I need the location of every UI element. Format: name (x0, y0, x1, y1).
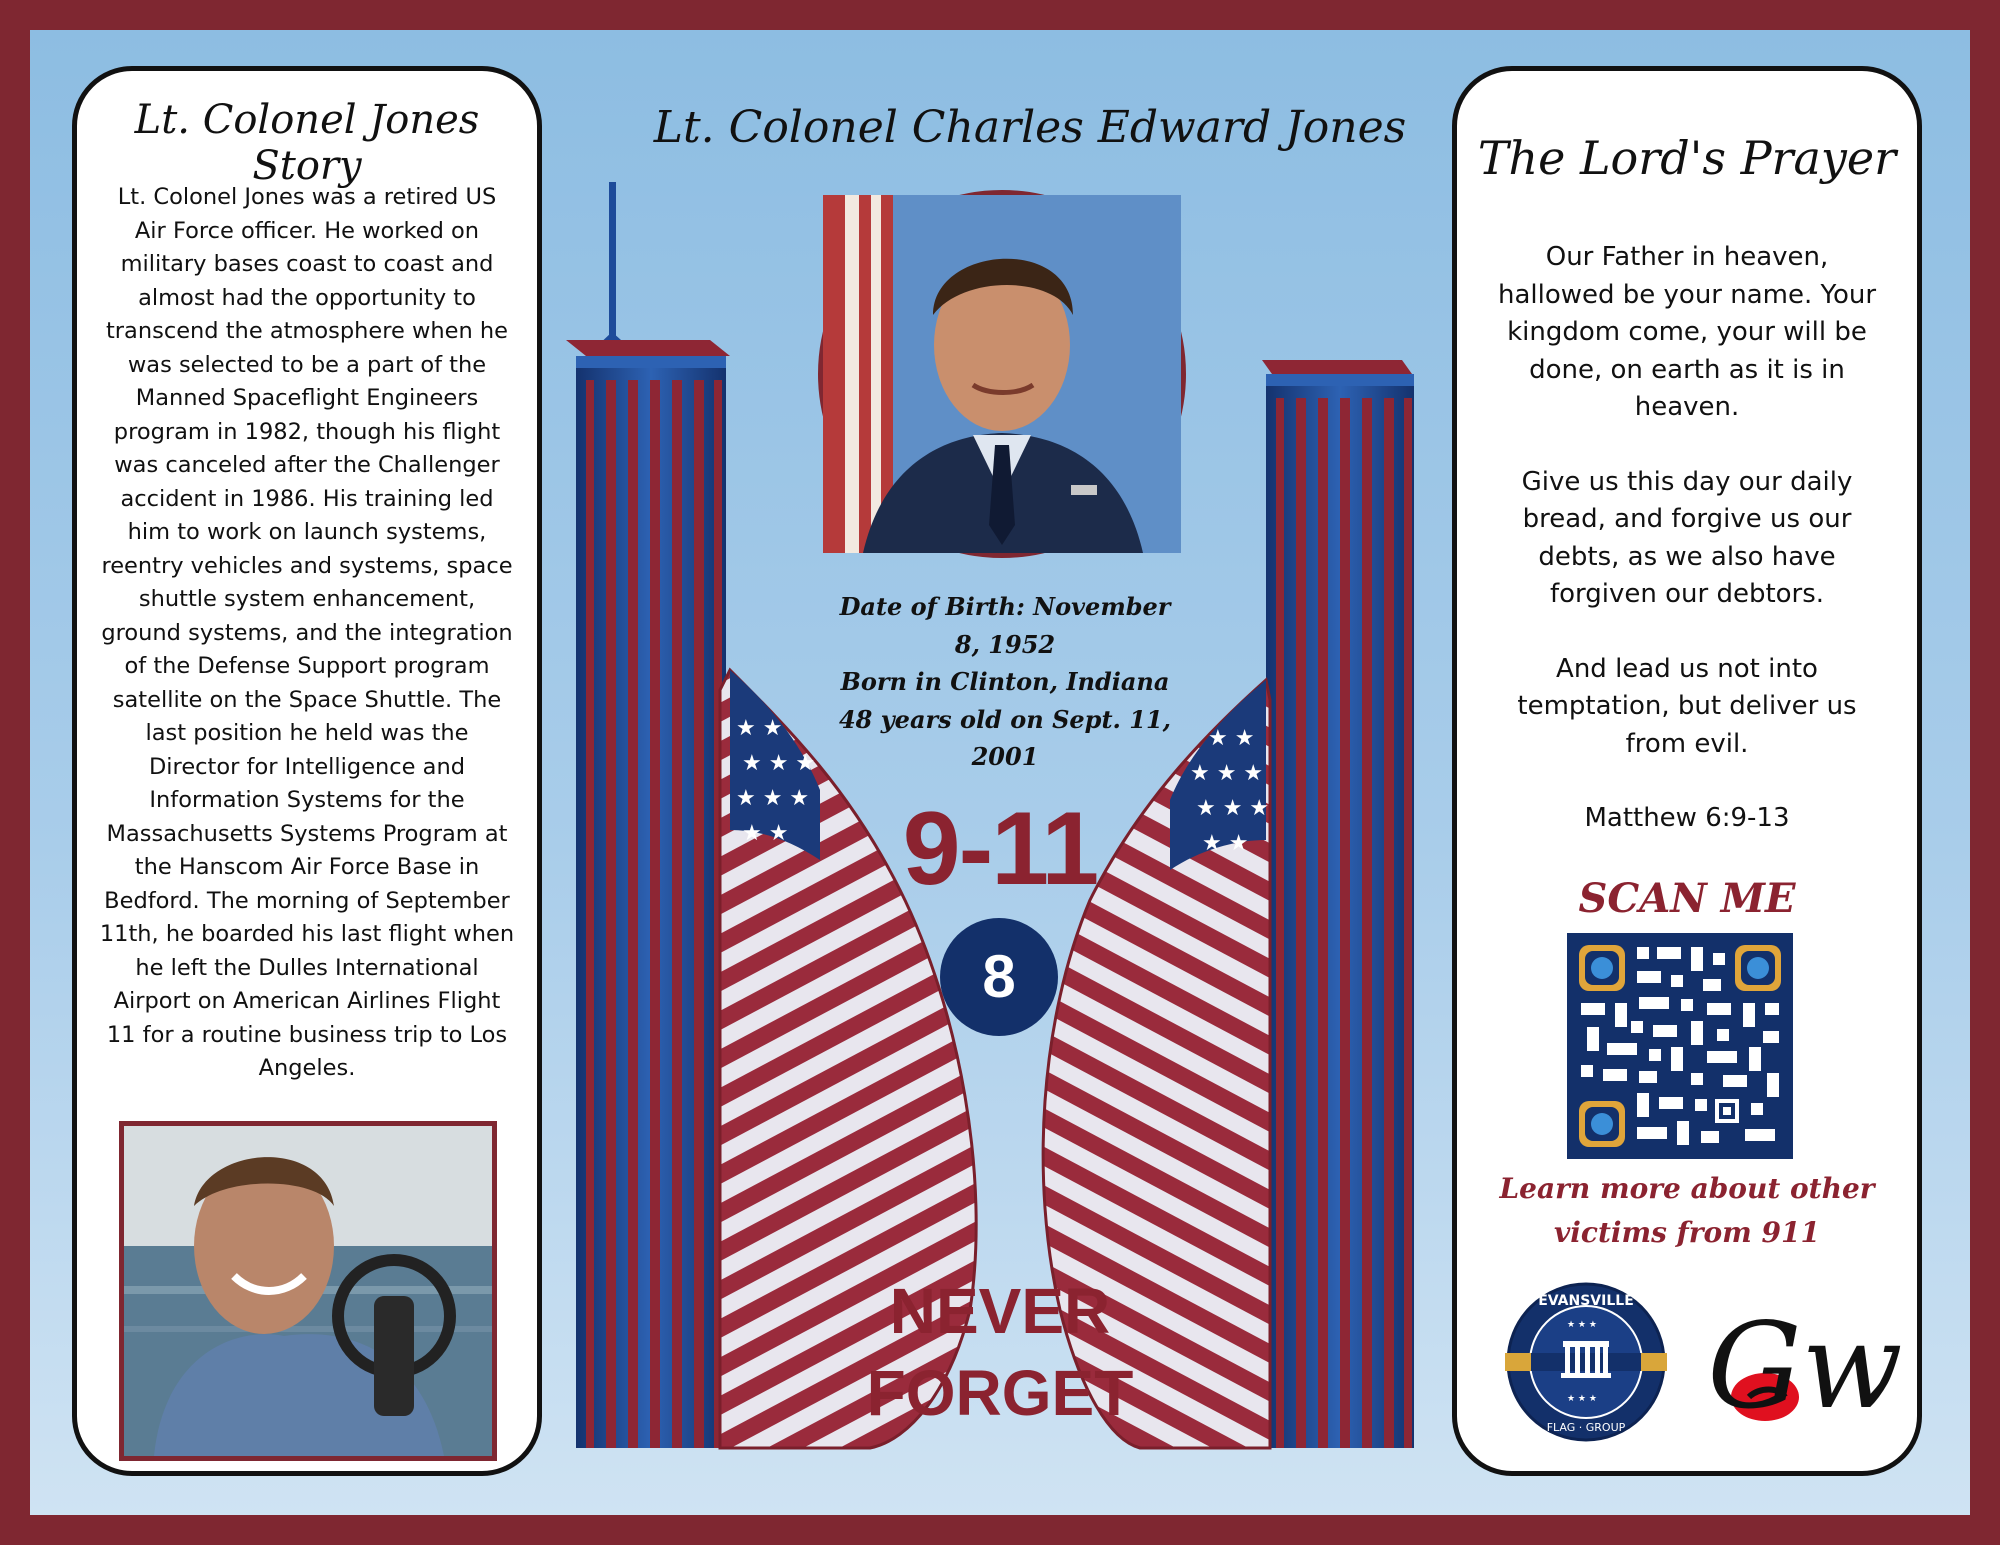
age-on-911: 48 years old on Sept. 11, 2001 (838, 704, 1172, 771)
qr-code[interactable] (1567, 933, 1793, 1159)
number-badge-value: 8 (982, 943, 1016, 1010)
forget-word: FORGET (866, 1357, 1134, 1429)
date-of-birth: Date of Birth: November 8, 1952 (839, 592, 1171, 659)
svg-text:★ ★: ★ ★ (1208, 726, 1255, 751)
right-tower (1262, 360, 1414, 1448)
qr-finder-top-left (1579, 945, 1625, 991)
poster (30, 30, 1970, 1515)
qr-finder-bottom-left (1579, 1101, 1625, 1147)
svg-text:★ ★: ★ ★ (1202, 831, 1249, 856)
svg-text:★ ★ ★: ★ ★ ★ (1567, 1394, 1597, 1404)
svg-text:★ ★ ★: ★ ★ ★ (1196, 796, 1270, 821)
center-title: Lt. Colonel Charles Edward Jones (653, 102, 1407, 153)
never-word: NEVER (889, 1275, 1111, 1347)
prayer-paragraph-1: Our Father in heaven, hallowed be your name. Your kingdom come, your will be done, on earth as it is in heaven. (1497, 242, 1877, 422)
nine-eleven-text: 9-11 (902, 791, 1098, 907)
svg-text:★ ★ ★: ★ ★ ★ (742, 751, 816, 776)
left-tower (566, 182, 730, 1448)
portrait-illustration (823, 195, 1181, 553)
diver-photo (119, 1121, 497, 1461)
diver-photo-illustration (124, 1126, 492, 1456)
gw-text: Gw (1707, 1297, 1903, 1435)
prayer-paragraph-2: Give us this day our daily bread, and forgive us our debts, as we also have forgiven our debtors. (1521, 466, 1853, 609)
logo-text-top: EVANSVILLE (1538, 1293, 1634, 1309)
logo-text-bottom: FLAG · GROUP (1546, 1421, 1626, 1434)
prayer-panel (1452, 66, 1922, 1476)
story-title: Lt. Colonel Jones Story (134, 97, 480, 189)
learn-more-text: Learn more about other victims from 911 (1499, 1172, 1875, 1249)
evansville-flag-group-logo (1505, 1281, 1667, 1443)
prayer-title: The Lord's Prayer (1477, 131, 1897, 185)
never-forget-text (860, 1270, 1140, 1434)
number-badge (940, 918, 1058, 1036)
story-panel (72, 66, 542, 1476)
qr-finder-top-right (1735, 945, 1781, 991)
svg-text:★ ★: ★ ★ (742, 821, 789, 846)
prayer-citation: Matthew 6:9-13 (1584, 803, 1790, 833)
story-text: Lt. Colonel Jones was a retired US Air Force officer. He worked on military bases coast to coast and almost had the opportunity to transcend the atmosphere when he was selected to be a part of the Manned Spaceflight Engineers program in 1982, though his flight was canceled after the Challenger accident in 1986. His training led him to work on launch systems, reentry vehicles and systems, space shuttle system enhancement, ground systems, and the integration of the Defense Support program satellite on the Space Shuttle. The last position he held was the Director for Intelligence and Information Systems for the Massachusetts Systems Program at the Hanscom Air Force Base in Bedford. The morning of September 11th, he boarded his last flight when he left the Dulles International Airport on American Airlines Flight 11 for a routine business trip to Los Angeles. (99, 184, 515, 1081)
prayer-paragraph-3: And lead us not into temptation, but deliver us from evil. (1517, 653, 1857, 759)
birthplace: Born in Clinton, Indiana (840, 667, 1170, 696)
gw-monogram-logo (1707, 1277, 1903, 1449)
scan-me-label: SCAN ME (1578, 875, 1796, 922)
svg-text:★ ★: ★ ★ (736, 716, 783, 741)
svg-text:★ ★ ★: ★ ★ ★ (736, 786, 810, 811)
svg-text:★ ★ ★: ★ ★ ★ (1190, 761, 1264, 786)
prayer-text (1487, 239, 1887, 875)
birth-facts (825, 588, 1185, 776)
svg-text:★ ★ ★: ★ ★ ★ (1567, 1320, 1597, 1330)
officer-portrait (818, 190, 1186, 558)
